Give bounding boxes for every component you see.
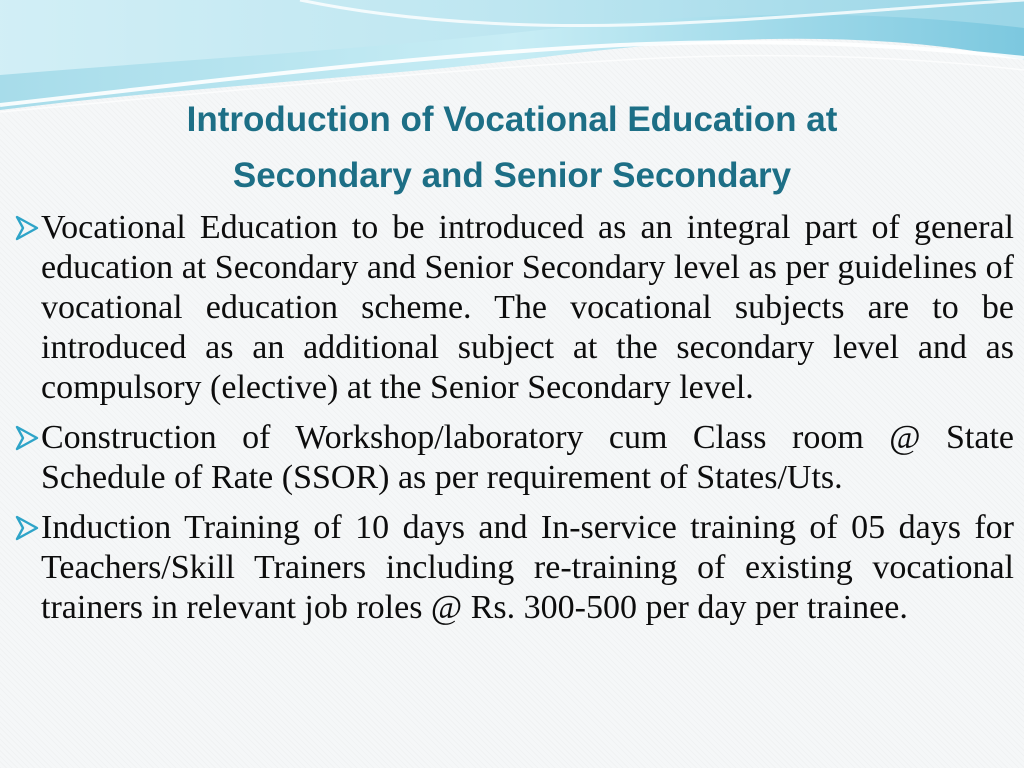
- title-line-2: Secondary and Senior Secondary: [232, 156, 792, 195]
- title-line-1: Introduction of Vocational Education at: [186, 100, 838, 139]
- arrow-bullet-icon: [14, 425, 40, 451]
- arrow-bullet-icon: [14, 215, 40, 241]
- arrow-bullet-icon: [14, 515, 40, 541]
- bullet-text: Induction Training of 10 days and In-service training of 05 days for Teachers/Skill Trainers including re-training of existing vocational trainers in relevant job roles @ Rs. 300-500 per day per trainee.: [41, 509, 1014, 626]
- bullet-item: [14, 208, 1014, 408]
- slide-title: [0, 92, 1024, 204]
- bullet-item: [14, 508, 1014, 628]
- bullet-list: [14, 208, 1014, 638]
- bullet-text: Vocational Education to be introduced as an integral part of general education at Secondary and Senior Secondary level as per guidelines of vocational education scheme. The vocational subjects are to be introduced as an additional subject at the secondary level and as compulsory (elective) at the Senior Secondary level.: [41, 209, 1014, 406]
- bullet-item: [14, 418, 1014, 498]
- bullet-text: Construction of Workshop/laboratory cum Class room @ State Schedule of Rate (SSOR) as per requirement of States/Uts.: [41, 419, 1014, 496]
